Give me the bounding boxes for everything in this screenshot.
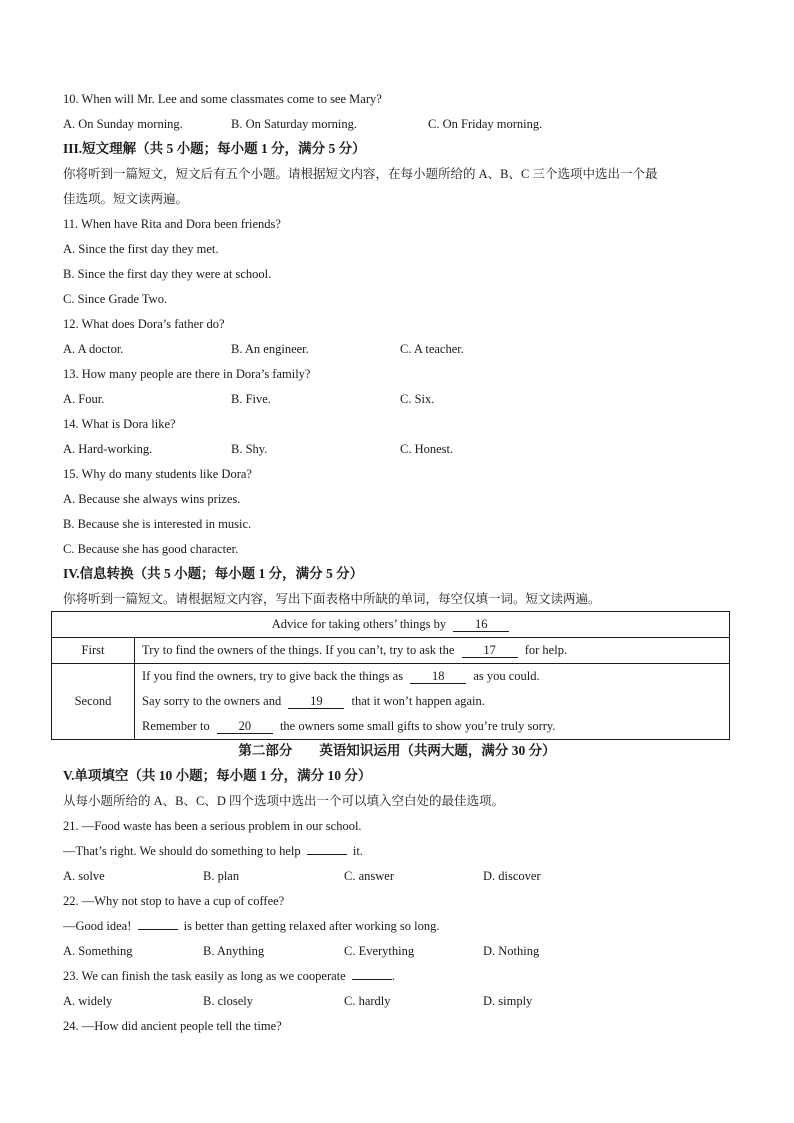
table-row-first xyxy=(52,638,730,664)
option-12-b: B. An engineer. xyxy=(231,342,309,356)
option-22-b: B. Anything xyxy=(203,944,265,958)
question-23-stem-pre: 23. We can finish the task easily as long as we cooperate xyxy=(63,969,346,983)
option-14-c: C. Honest. xyxy=(400,442,454,456)
question-13-stem: 13. How many people are there in Dora’s family? xyxy=(63,367,311,381)
option-11-b: B. Since the first day they were at school. xyxy=(63,267,272,281)
question-21-line1: 21. —Food waste has been a serious problem in our school. xyxy=(63,819,362,833)
option-23-d: D. simply xyxy=(483,994,533,1008)
second-line2-post: that it won’t happen again. xyxy=(351,694,485,708)
option-13-b: B. Five. xyxy=(231,392,271,406)
question-22-line2-post: is better than getting relaxed after working so long. xyxy=(183,919,440,933)
option-14-b: B. Shy. xyxy=(231,442,268,456)
section-5-instruction: 从每小题所给的 A、B、C、D 四个选项中选出一个可以填入空白处的最佳选项。 xyxy=(63,794,504,808)
second-line2-pre: Say sorry to the owners and xyxy=(142,694,282,708)
question-21-line2-pre: —That’s right. We should do something to help xyxy=(63,844,301,858)
table-title-text: Advice for taking others’ things by xyxy=(271,617,447,631)
section-5-heading: V.单项填空（共 10 小题；每小题 1 分，满分 10 分） xyxy=(63,768,372,783)
second-line3-pre: Remember to xyxy=(142,719,210,733)
section-4-heading: IV.信息转换（共 5 小题；每小题 1 分，满分 5 分） xyxy=(63,566,364,581)
option-13-c: C. Six. xyxy=(400,392,435,406)
question-15-stem: 15. Why do many students like Dora? xyxy=(63,467,252,481)
question-12-stem: 12. What does Dora’s father do? xyxy=(63,317,225,331)
option-10-b: B. On Saturday morning. xyxy=(231,117,358,131)
section-3-heading: III.短文理解（共 5 小题；每小题 1 分，满分 5 分） xyxy=(63,141,366,156)
first-content xyxy=(135,638,730,664)
option-15-b: B. Because she is interested in music. xyxy=(63,517,252,531)
blank-22 xyxy=(138,929,178,930)
section-3-instruction-line1: 你将听到一篇短文，短文后有五个小题。请根据短文内容，在每小题所给的 A、B、C 三个选项中选出一个最 xyxy=(63,167,658,181)
question-14-stem: 14. What is Dora like? xyxy=(63,417,176,431)
option-23-b: B. closely xyxy=(203,994,253,1008)
question-10-stem: 10. When will Mr. Lee and some classmates come to see Mary? xyxy=(63,92,382,106)
question-22-line1: 22. —Why not stop to have a cup of coffee? xyxy=(63,894,285,908)
second-content xyxy=(135,664,730,740)
option-10-a: A. On Sunday morning. xyxy=(63,117,183,131)
blank-19: 19 xyxy=(288,695,344,709)
option-21-d: D. discover xyxy=(483,869,541,883)
option-22-d: D. Nothing xyxy=(483,944,540,958)
first-text-post: for help. xyxy=(524,643,568,657)
first-label: First xyxy=(52,638,135,664)
option-13-a: A. Four. xyxy=(63,392,105,406)
table-row-second xyxy=(52,664,730,740)
second-line1-post: as you could. xyxy=(473,669,540,683)
option-23-c: C. hardly xyxy=(344,994,391,1008)
question-22-line2 xyxy=(63,918,439,934)
option-15-c: C. Because she has good character. xyxy=(63,542,239,556)
table-title-cell xyxy=(52,612,730,638)
table-title-row xyxy=(52,612,730,638)
question-21-line2 xyxy=(63,843,363,859)
option-14-a: A. Hard-working. xyxy=(63,442,153,456)
option-11-a: A. Since the first day they met. xyxy=(63,242,219,256)
option-21-a: A. solve xyxy=(63,869,105,883)
blank-20: 20 xyxy=(217,720,273,734)
blank-18: 18 xyxy=(410,670,466,684)
option-21-c: C. answer xyxy=(344,869,394,883)
option-21-b: B. plan xyxy=(203,869,240,883)
question-11-stem: 11. When have Rita and Dora been friends? xyxy=(63,217,281,231)
question-22-line2-pre: —Good idea! xyxy=(63,919,132,933)
second-label: Second xyxy=(52,664,135,740)
section-3-instruction-line2: 佳选项。短文读两遍。 xyxy=(63,192,189,206)
option-12-c: C. A teacher. xyxy=(400,342,464,356)
option-22-a: A. Something xyxy=(63,944,133,958)
first-text-pre: Try to find the owners of the things. If you can’t, try to ask the xyxy=(142,643,455,657)
blank-17: 17 xyxy=(462,644,518,658)
second-line3-post: the owners some small gifts to show you’re truly sorry. xyxy=(279,719,556,733)
question-23-stem-post: . xyxy=(391,969,395,983)
question-23-stem xyxy=(63,968,395,984)
blank-23 xyxy=(352,979,392,980)
second-line1-pre: If you find the owners, try to give back the things as xyxy=(142,669,404,683)
option-15-a: A. Because she always wins prizes. xyxy=(63,492,241,506)
part-2-heading: 第二部分 英语知识运用（共两大题，满分 30 分） xyxy=(238,743,556,758)
advice-table xyxy=(51,611,730,740)
blank-21 xyxy=(307,854,347,855)
section-4-instruction: 你将听到一篇短文。请根据短文内容，写出下面表格中所缺的单词，每空仅填一词。短文读两遍。 xyxy=(63,592,601,606)
option-10-c: C. On Friday morning. xyxy=(428,117,543,131)
option-23-a: A. widely xyxy=(63,994,113,1008)
question-24-stem: 24. —How did ancient people tell the time? xyxy=(63,1019,282,1033)
option-11-c: C. Since Grade Two. xyxy=(63,292,168,306)
blank-16: 16 xyxy=(453,618,509,632)
question-21-line2-post: it. xyxy=(352,844,363,858)
option-22-c: C. Everything xyxy=(344,944,415,958)
option-12-a: A. A doctor. xyxy=(63,342,124,356)
